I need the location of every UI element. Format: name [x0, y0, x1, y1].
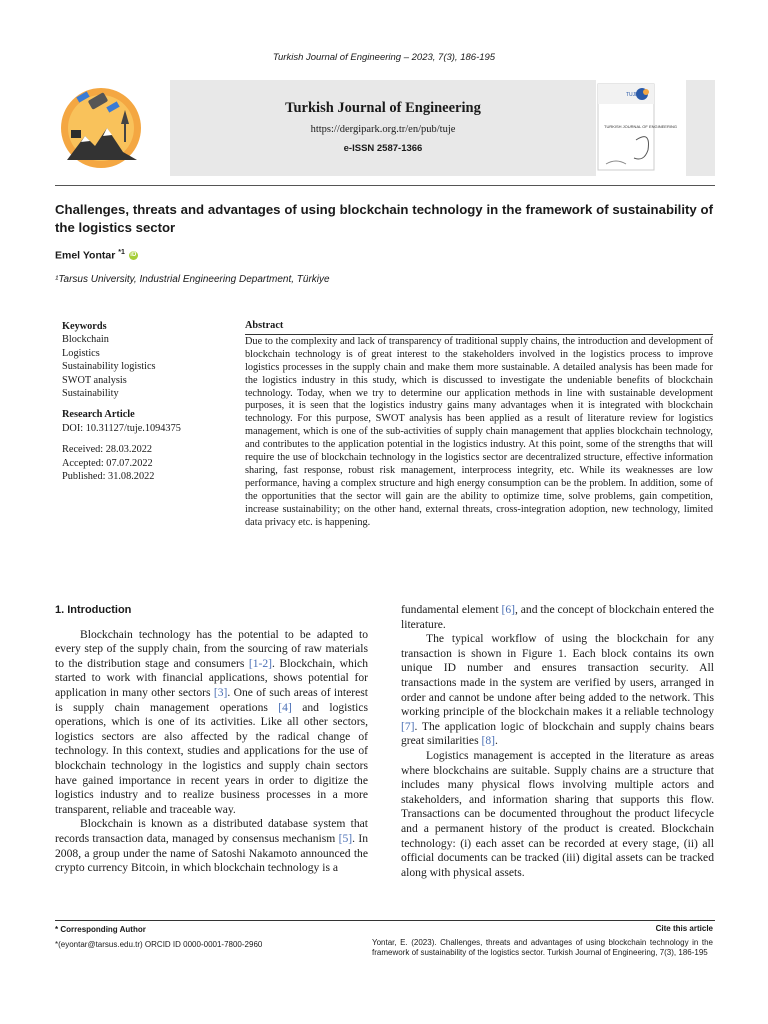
keyword-item: Logistics: [62, 347, 100, 359]
header-divider: [55, 185, 715, 186]
intro-paragraph-4: Logistics management is accepted in the literature as areas where blockchains are suitable. Supply chains are a structure that includes many physical flows involving multiple actors and stakeholders, and information sharing that supports this flow. Transactions can be documented throughout the product lifecycle and a permanent history of the product is created. Blockchain technology: (i) each asset can be recorded at every stage, (ii) all official documents can be tracked (iii) digital assets can be tracked along with physical assets.: [401, 748, 714, 879]
body-column-right: [401, 603, 714, 880]
keywords-panel: [62, 320, 232, 483]
keyword-item: SWOT analysis: [62, 374, 127, 386]
keyword-item: Sustainability: [62, 388, 119, 400]
abstract-panel: [245, 320, 713, 530]
citation-link[interactable]: [5]: [338, 831, 353, 845]
citation-link[interactable]: [6]: [501, 603, 515, 616]
citation-link[interactable]: [8]: [481, 734, 496, 748]
article-doi[interactable]: DOI: 10.31127/tuje.1094375: [62, 422, 181, 434]
citation-link[interactable]: [4]: [278, 700, 292, 714]
author-line: [55, 249, 138, 262]
author-superscript: *1: [118, 249, 125, 256]
abstract-text: Due to the complexity and lack of transparency of traditional supply chains, the introduction and development of blockchain technology is of great interest to the stakeholders involved in the logistics process to improve logistics processes in the supply chain and make them more sustainable. A detailed analysis has been made for the logistics industry in this study, which is discussed to investigate the undeniable benefits of blockchain technology. Today, when we try to determine our application methods in line with sustainable development purposes, it is seen that the logistics industry gains many advantages when it is integrated with blockchain technology. For this purpose, SWOT analysis has been applied as a result of literature review for logistics management, which is one of the sub-activities of supply chain management that applies blockchain technology, and contributes to the application potential in the logistics industry. At this point, some of the strengths that will require the use of blockchain technology in the logistics sector are decentralized structure, effective information sharing, fast response, robust risk management, interprocess integrity, etc. While its weaknesses are low performance, having a complex structure and high energy consumption can be the problem. In addition, some of the opportunities that the sector will gain are the ability to optimize time, solve problems, gain competition, increase sustainability; on the other hand, external threats, cross-integration adoption, new technology, limited data privacy etc. is happening.: [245, 335, 713, 528]
corresponding-author-label: * Corresponding Author: [55, 925, 146, 934]
intro-paragraph-3: The typical workflow of using the blockchain for any transaction is shown in Figure 1. Each block contains its own unique ID number and ensures transaction security. All transactions made in the system are verified by users, arranged in order and cannot be undone after being added to the network. This working principle of the blockchain makes it a reliable technology [7]. The application logic of blockchain and supply chains bears great similarities [8].: [401, 632, 714, 748]
keyword-item: Blockchain: [62, 334, 109, 346]
keywords-heading: Keywords: [62, 321, 107, 332]
corresponding-email-orcid: *(eyontar@tarsus.edu.tr) ORCID ID 0000-0001-7800-2960: [55, 940, 263, 949]
citation-text: Yontar, E. (2023). Challenges, threats and advantages of using blockchain technology in the framework of sustainability of the logistics sector. Turkish Journal of Engineering, 7(3), 186-195: [372, 938, 713, 957]
intro-paragraph-1: Blockchain technology has the potential to be adapted to every step of the supply chain, from the sourcing of raw materials to the distribution stage and consumers [1-2]. Blockchain, which started to work with financial applications, shows potential for application in many other sectors [3]. One of such areas of interest is supply chain management operations [4] and logistics operations, which is one of its activities. Like all other sectors, logistics sectors are also affected by the radical change of technology. In this context, studies and applications for the use of blockchain technology in the logistics and supply chain sectors have gained importance in recent years in order to digitize the logistics industry and to realize business processes in a more transparent, reliable and traceable way.: [55, 627, 369, 816]
author-affiliation: ¹Tarsus University, Industrial Engineering Department, Türkiye: [55, 274, 330, 285]
journal-url[interactable]: https://dergipark.org.tr/en/pub/tuje: [310, 124, 456, 135]
citation-link[interactable]: [3]: [213, 685, 228, 699]
journal-issn: e-ISSN 2587-1366: [343, 143, 423, 154]
section-heading-introduction: 1. Introduction: [55, 604, 132, 616]
footnote-citation: [372, 924, 713, 958]
cover-title-text: TURKISH JOURNAL OF ENGINEERING: [604, 124, 677, 129]
keyword-item: Sustainability logistics: [62, 361, 156, 373]
paper-title: Challenges, threats and advantages of using blockchain technology in the framework of sustainability of the logistics sector: [55, 202, 713, 235]
footer-divider: [55, 920, 715, 921]
author-name: Emel Yontar: [55, 249, 116, 262]
accepted-date: Accepted: 07.07.2022: [62, 457, 153, 469]
cover-label-text: TUJE: [626, 92, 639, 98]
footnote-corresponding: [55, 924, 355, 950]
citation-link[interactable]: [1-2]: [248, 656, 273, 670]
citation-link[interactable]: [7]: [401, 719, 415, 733]
intro-paragraph-2-continued: fundamental element [6], and the concept of blockchain entered the literature.: [401, 603, 714, 631]
published-date: Published: 31.08.2022: [62, 471, 155, 483]
journal-cover-thumbnail: [596, 80, 686, 176]
journal-logo: [55, 80, 170, 176]
running-header: Turkish Journal of Engineering – 2023, 7(3), 186-195: [272, 52, 496, 63]
orcid-icon[interactable]: iD: [130, 252, 137, 259]
body-column-left: [55, 603, 368, 876]
received-date: Received: 28.03.2022: [62, 444, 153, 456]
article-type: Research Article: [62, 409, 135, 421]
intro-paragraph-2: Blockchain is known as a distributed database system that records transaction data, managed by consensus mechanism [5]. In 2008, a group under the name of Satoshi Nakamoto announced the crypto currency Bitcoin, in which blockchain technology is a: [55, 817, 368, 875]
journal-name: Turkish Journal of Engineering: [285, 100, 481, 116]
cite-heading: Cite this article: [655, 924, 713, 933]
abstract-heading: Abstract: [245, 320, 713, 335]
